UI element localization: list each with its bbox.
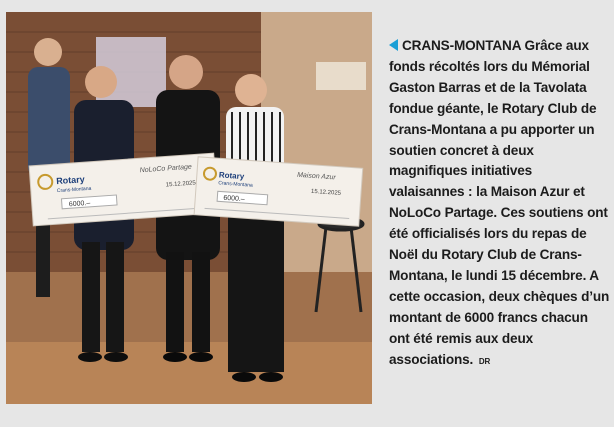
caption-marker-icon [389,39,398,51]
cheque-left [29,153,218,226]
cheque-right-date: 15.12.2025 [310,188,342,197]
cheque-right-sub: Crans-Montana [218,180,253,189]
cheque-right [194,157,363,226]
photo-credit: DR [478,356,491,366]
cheque-left-logo: Rotary [55,174,86,187]
photo-scene [6,12,372,404]
cheque-left-amount: 6000.– [68,199,91,209]
cheque-left-sub: Crans-Montana [56,185,92,195]
wall-sign [316,62,366,90]
caption-body: Grâce aux fonds récoltés lors du Mémorial Gaston Barras et de la Tavolata fondue géante, le Rotary Club de Crans-Montana a pu apporter un soutien concret à deux magnifiques initiatives valaisannes : la Maison Azur et NoLoCo Partage. Ces soutiens ont été officialisés lors du repas de Noël du Rotary Club de Crans-Montana, le lundi 15 décembre. A cette occasion, deux chèques d’un montant de 6000 francs chacun ont été remis aux deux associations. [389,38,610,367]
photo-caption [389,36,611,373]
caption-lead: CRANS-MONTANA [402,38,521,53]
cheque-left-date: 15.12.2025 [165,180,196,189]
cheque-left-payee: NoLoCo Partage [139,163,192,175]
person-right [226,74,284,382]
cheque-right-payee: Maison Azur [296,171,336,182]
cheque-right-logo: Rotary [218,170,245,182]
news-photo [6,12,372,404]
floor-front [6,342,372,404]
cheque-right-amount: 6000.– [223,194,245,204]
